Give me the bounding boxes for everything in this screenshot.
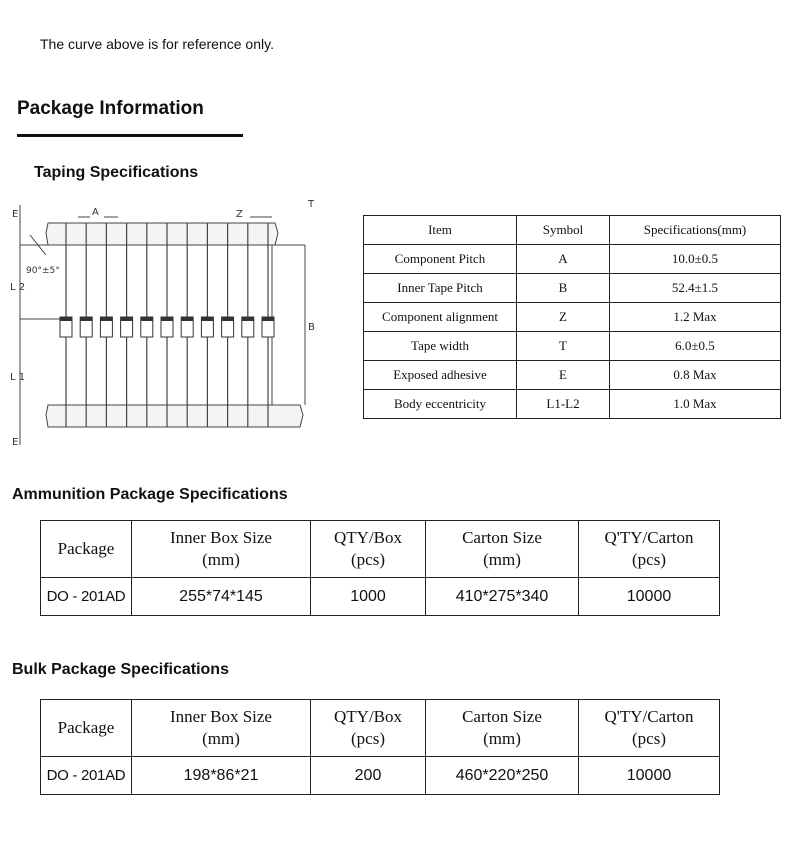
- spec-item: Component Pitch: [364, 245, 517, 274]
- label-l2: L 2: [10, 282, 26, 293]
- spec-value: 6.0±0.5: [610, 332, 781, 361]
- bulk-heading: Bulk Package Specifications: [12, 661, 229, 678]
- spec-item: Exposed adhesive: [364, 361, 517, 390]
- bulk-table: [40, 699, 720, 795]
- heading-underline: [17, 134, 243, 137]
- label-z: Z: [236, 209, 243, 220]
- spec-symbol: L1-L2: [517, 390, 610, 419]
- label-e-top: E: [12, 209, 19, 220]
- diode-cathode-band: [262, 317, 274, 321]
- header-package: Package: [41, 700, 132, 757]
- spec-value: 1.2 Max: [610, 303, 781, 332]
- spec-value: 52.4±1.5: [610, 274, 781, 303]
- spec-value: 0.8 Max: [610, 361, 781, 390]
- diode-cathode-band: [201, 317, 213, 321]
- taping-spec-table: [363, 215, 781, 419]
- diode-cathode-band: [60, 317, 72, 321]
- inner-box-cell: 255*74*145: [132, 578, 311, 616]
- header-qty-box: QTY/Box (pcs): [311, 521, 426, 578]
- table-row: [41, 757, 720, 795]
- label-t: T: [308, 199, 315, 210]
- diode-cathode-band: [161, 317, 173, 321]
- spec-value: 1.0 Max: [610, 390, 781, 419]
- spec-item: Component alignment: [364, 303, 517, 332]
- diode-cathode-band: [121, 317, 133, 321]
- package-information-heading: Package Information: [17, 98, 204, 119]
- spec-symbol: E: [517, 361, 610, 390]
- table-row: [364, 274, 781, 303]
- diode-cathode-band: [80, 317, 92, 321]
- spec-symbol: Z: [517, 303, 610, 332]
- diode-cathode-band: [242, 317, 254, 321]
- taping-diagram: [10, 195, 330, 455]
- spec-header-specs: Specifications(mm): [610, 216, 781, 245]
- header-qty-box: QTY/Box (pcs): [311, 700, 426, 757]
- diode-cathode-band: [222, 317, 234, 321]
- diode-components: [60, 223, 274, 427]
- spec-symbol: B: [517, 274, 610, 303]
- spec-item: Tape width: [364, 332, 517, 361]
- header-carton-size: Carton Size (mm): [426, 700, 579, 757]
- header-package: Package: [41, 521, 132, 578]
- spec-symbol: T: [517, 332, 610, 361]
- diode-cathode-band: [141, 317, 153, 321]
- label-e-bottom: E: [12, 437, 19, 448]
- spec-item: Body eccentricity: [364, 390, 517, 419]
- diode-cathode-band: [181, 317, 193, 321]
- diode-cathode-band: [100, 317, 112, 321]
- label-angle: 90°±5°: [26, 266, 60, 276]
- spec-value: 10.0±0.5: [610, 245, 781, 274]
- header-inner-box: Inner Box Size (mm): [132, 521, 311, 578]
- spec-item: Inner Tape Pitch: [364, 274, 517, 303]
- spec-header-symbol: Symbol: [517, 216, 610, 245]
- label-b: B: [308, 322, 315, 333]
- ammunition-heading: Ammunition Package Specifications: [12, 486, 288, 503]
- header-qty-carton: Q'TY/Carton (pcs): [579, 700, 720, 757]
- taping-specifications-heading: Taping Specifications: [34, 164, 199, 181]
- label-a: A: [92, 207, 99, 218]
- qty-carton-cell: 10000: [579, 757, 720, 795]
- qty-carton-cell: 10000: [579, 578, 720, 616]
- table-row: [364, 245, 781, 274]
- qty-box-cell: 200: [311, 757, 426, 795]
- label-l1: L 1: [10, 372, 26, 383]
- qty-box-cell: 1000: [311, 578, 426, 616]
- header-inner-box: Inner Box Size (mm): [132, 700, 311, 757]
- spec-header-item: Item: [364, 216, 517, 245]
- package-cell: DO - 201AD: [41, 578, 132, 616]
- table-row: [41, 578, 720, 616]
- carton-size-cell: 460*220*250: [426, 757, 579, 795]
- reference-note: The curve above is for reference only.: [40, 36, 274, 52]
- package-cell: DO - 201AD: [41, 757, 132, 795]
- inner-box-cell: 198*86*21: [132, 757, 311, 795]
- table-row: [364, 390, 781, 419]
- table-row: [364, 332, 781, 361]
- header-qty-carton: Q'TY/Carton (pcs): [579, 521, 720, 578]
- header-carton-size: Carton Size (mm): [426, 521, 579, 578]
- spec-symbol: A: [517, 245, 610, 274]
- ammunition-table: [40, 520, 720, 616]
- table-row: [364, 303, 781, 332]
- table-row: [364, 361, 781, 390]
- carton-size-cell: 410*275*340: [426, 578, 579, 616]
